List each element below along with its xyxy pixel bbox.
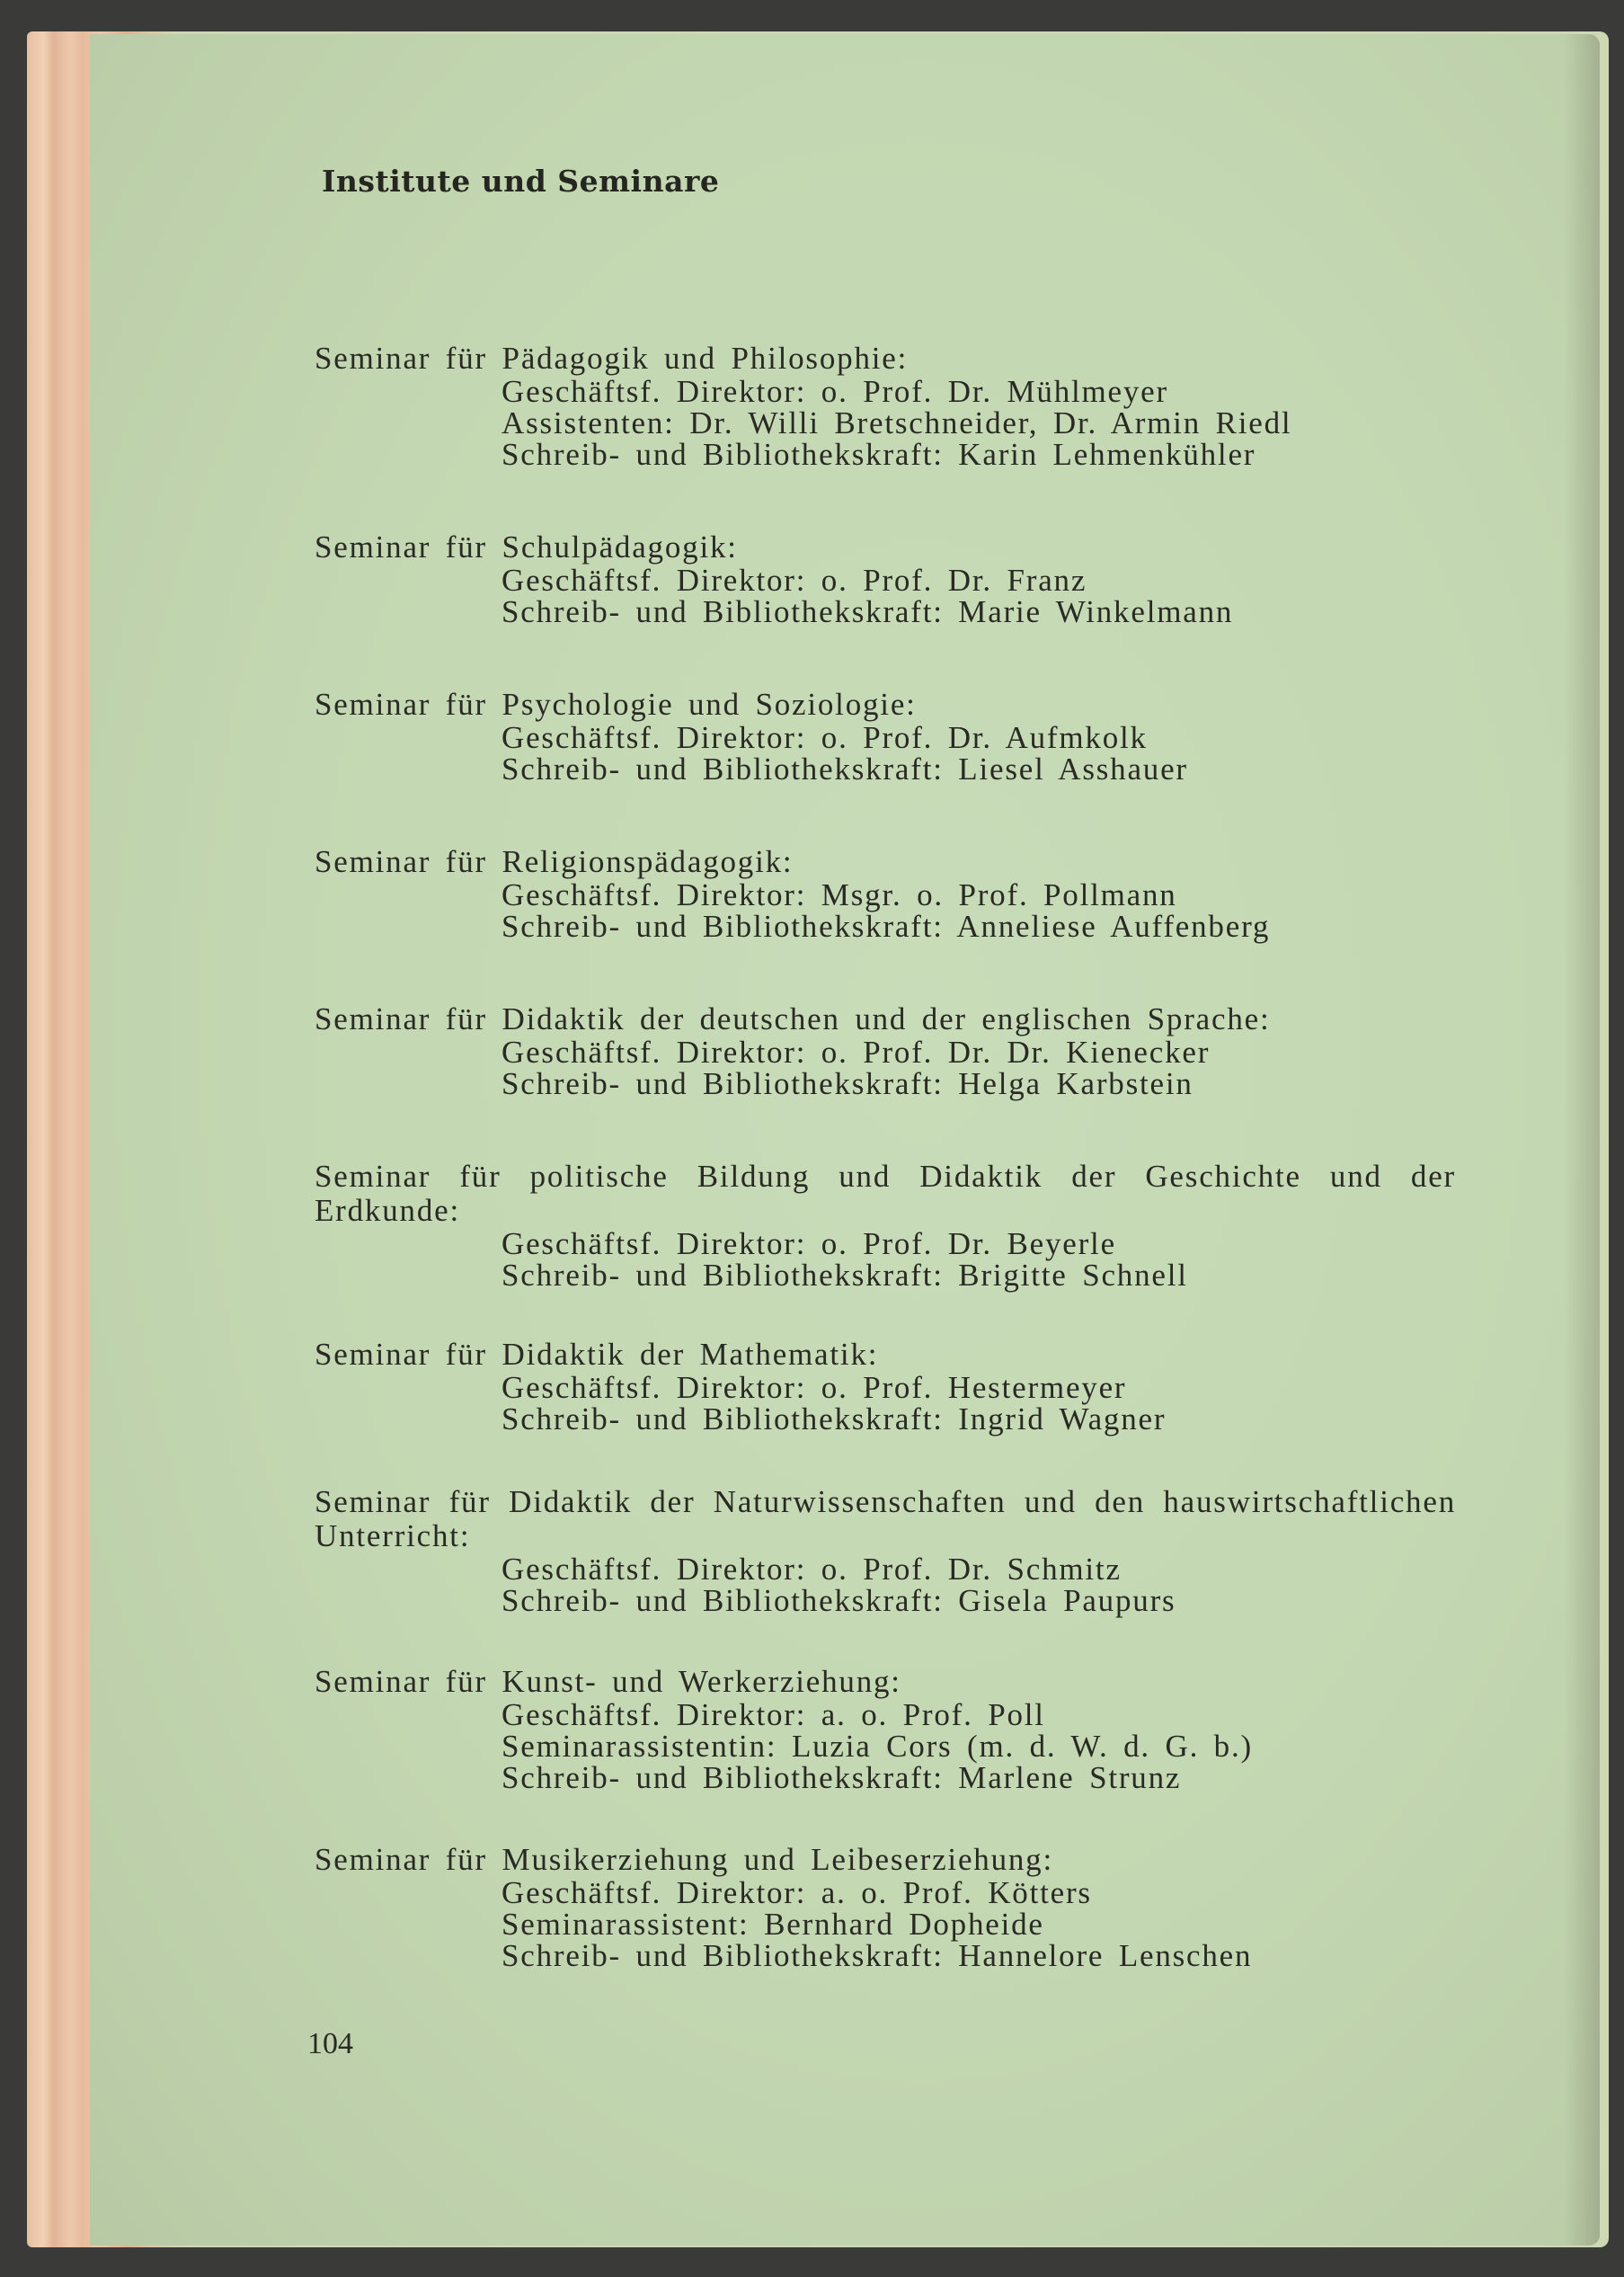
seminar-entry xyxy=(315,342,1456,470)
seminar-entry xyxy=(315,530,1456,627)
entry-line: Seminarassistent: Bernhard Dopheide xyxy=(501,1907,1044,1942)
entry-line: Geschäftsf. Direktor: o. Prof. Dr. Schmitz xyxy=(501,1552,1122,1587)
entry-line: Schreib- und Bibliothekskraft: Karin Lehmenkühler xyxy=(501,437,1256,472)
entry-line: Geschäftsf. Direktor: o. Prof. Dr. Mühlmeyer xyxy=(501,374,1168,409)
seminar-title: Seminar für Didaktik der Naturwissenschaften und den hauswirtschaftlichen Unterricht: xyxy=(315,1484,1456,1553)
entry-line: Schreib- und Bibliothekskraft: Anneliese Auffenberg xyxy=(501,909,1271,944)
entry-line: Geschäftsf. Direktor: a. o. Prof. Kötters xyxy=(501,1875,1092,1910)
seminar-entry xyxy=(315,1338,1456,1435)
seminar-entry xyxy=(315,688,1456,785)
entry-line: Geschäftsf. Direktor: Msgr. o. Prof. Pollmann xyxy=(501,877,1177,912)
entry-line: Seminarassistentin: Luzia Cors (m. d. W. d. G. b.) xyxy=(501,1729,1253,1764)
seminar-title: Seminar für Didaktik der deutschen und der englischen Sprache: xyxy=(315,1001,1271,1036)
seminar-entry xyxy=(315,845,1456,942)
seminar-title: Seminar für politische Bildung und Didaktik der Geschichte und der Erdkunde: xyxy=(315,1159,1456,1228)
seminar-title: Seminar für Kunst- und Werkerziehung: xyxy=(315,1664,901,1699)
entry-line: Geschäftsf. Direktor: o. Prof. Dr. Aufmkolk xyxy=(501,720,1148,755)
entry-line: Geschäftsf. Direktor: o. Prof. Dr. Beyerle xyxy=(501,1226,1116,1261)
seminar-title: Seminar für Musikerziehung und Leibeserziehung: xyxy=(315,1842,1053,1877)
gutter-shadow xyxy=(1564,34,1600,2246)
seminar-title: Seminar für Pädagogik und Philosophie: xyxy=(315,341,909,376)
entry-line: Schreib- und Bibliothekskraft: Ingrid Wagner xyxy=(501,1401,1167,1436)
running-head: Institute und Seminare xyxy=(322,164,720,199)
seminar-entry xyxy=(315,1485,1456,1616)
entry-line: Schreib- und Bibliothekskraft: Marlene Strunz xyxy=(501,1760,1182,1795)
entry-line: Geschäftsf. Direktor: o. Prof. Dr. Dr. Kienecker xyxy=(501,1035,1211,1070)
entry-line: Schreib- und Bibliothekskraft: Marie Winkelmann xyxy=(501,594,1234,629)
seminar-entry xyxy=(315,1160,1456,1291)
seminar-entry xyxy=(315,1843,1456,1971)
entry-line: Geschäftsf. Direktor: a. o. Prof. Poll xyxy=(501,1697,1045,1732)
entry-line: Geschäftsf. Direktor: o. Prof. Hestermeyer xyxy=(501,1370,1127,1405)
entry-line: Geschäftsf. Direktor: o. Prof. Dr. Franz xyxy=(501,563,1087,598)
seminar-title: Seminar für Didaktik der Mathematik: xyxy=(315,1337,879,1372)
entry-line: Schreib- und Bibliothekskraft: Gisela Paupurs xyxy=(501,1583,1176,1618)
seminar-title: Seminar für Psychologie und Soziologie: xyxy=(315,687,917,722)
seminar-entry xyxy=(315,1002,1456,1099)
seminar-title: Seminar für Schulpädagogik: xyxy=(315,529,738,565)
entry-line: Schreib- und Bibliothekskraft: Liesel Asshauer xyxy=(501,752,1188,787)
page-number: 104 xyxy=(307,2027,353,2060)
entry-line: Schreib- und Bibliothekskraft: Brigitte Schnell xyxy=(501,1258,1188,1293)
entry-line: Schreib- und Bibliothekskraft: Hannelore Lenschen xyxy=(501,1938,1253,1973)
entry-line: Schreib- und Bibliothekskraft: Helga Karbstein xyxy=(501,1066,1194,1101)
seminar-title: Seminar für Religionspädagogik: xyxy=(315,844,794,879)
entry-line: Assistenten: Dr. Willi Bretschneider, Dr. Armin Riedl xyxy=(501,405,1292,440)
seminar-entry xyxy=(315,1665,1456,1793)
